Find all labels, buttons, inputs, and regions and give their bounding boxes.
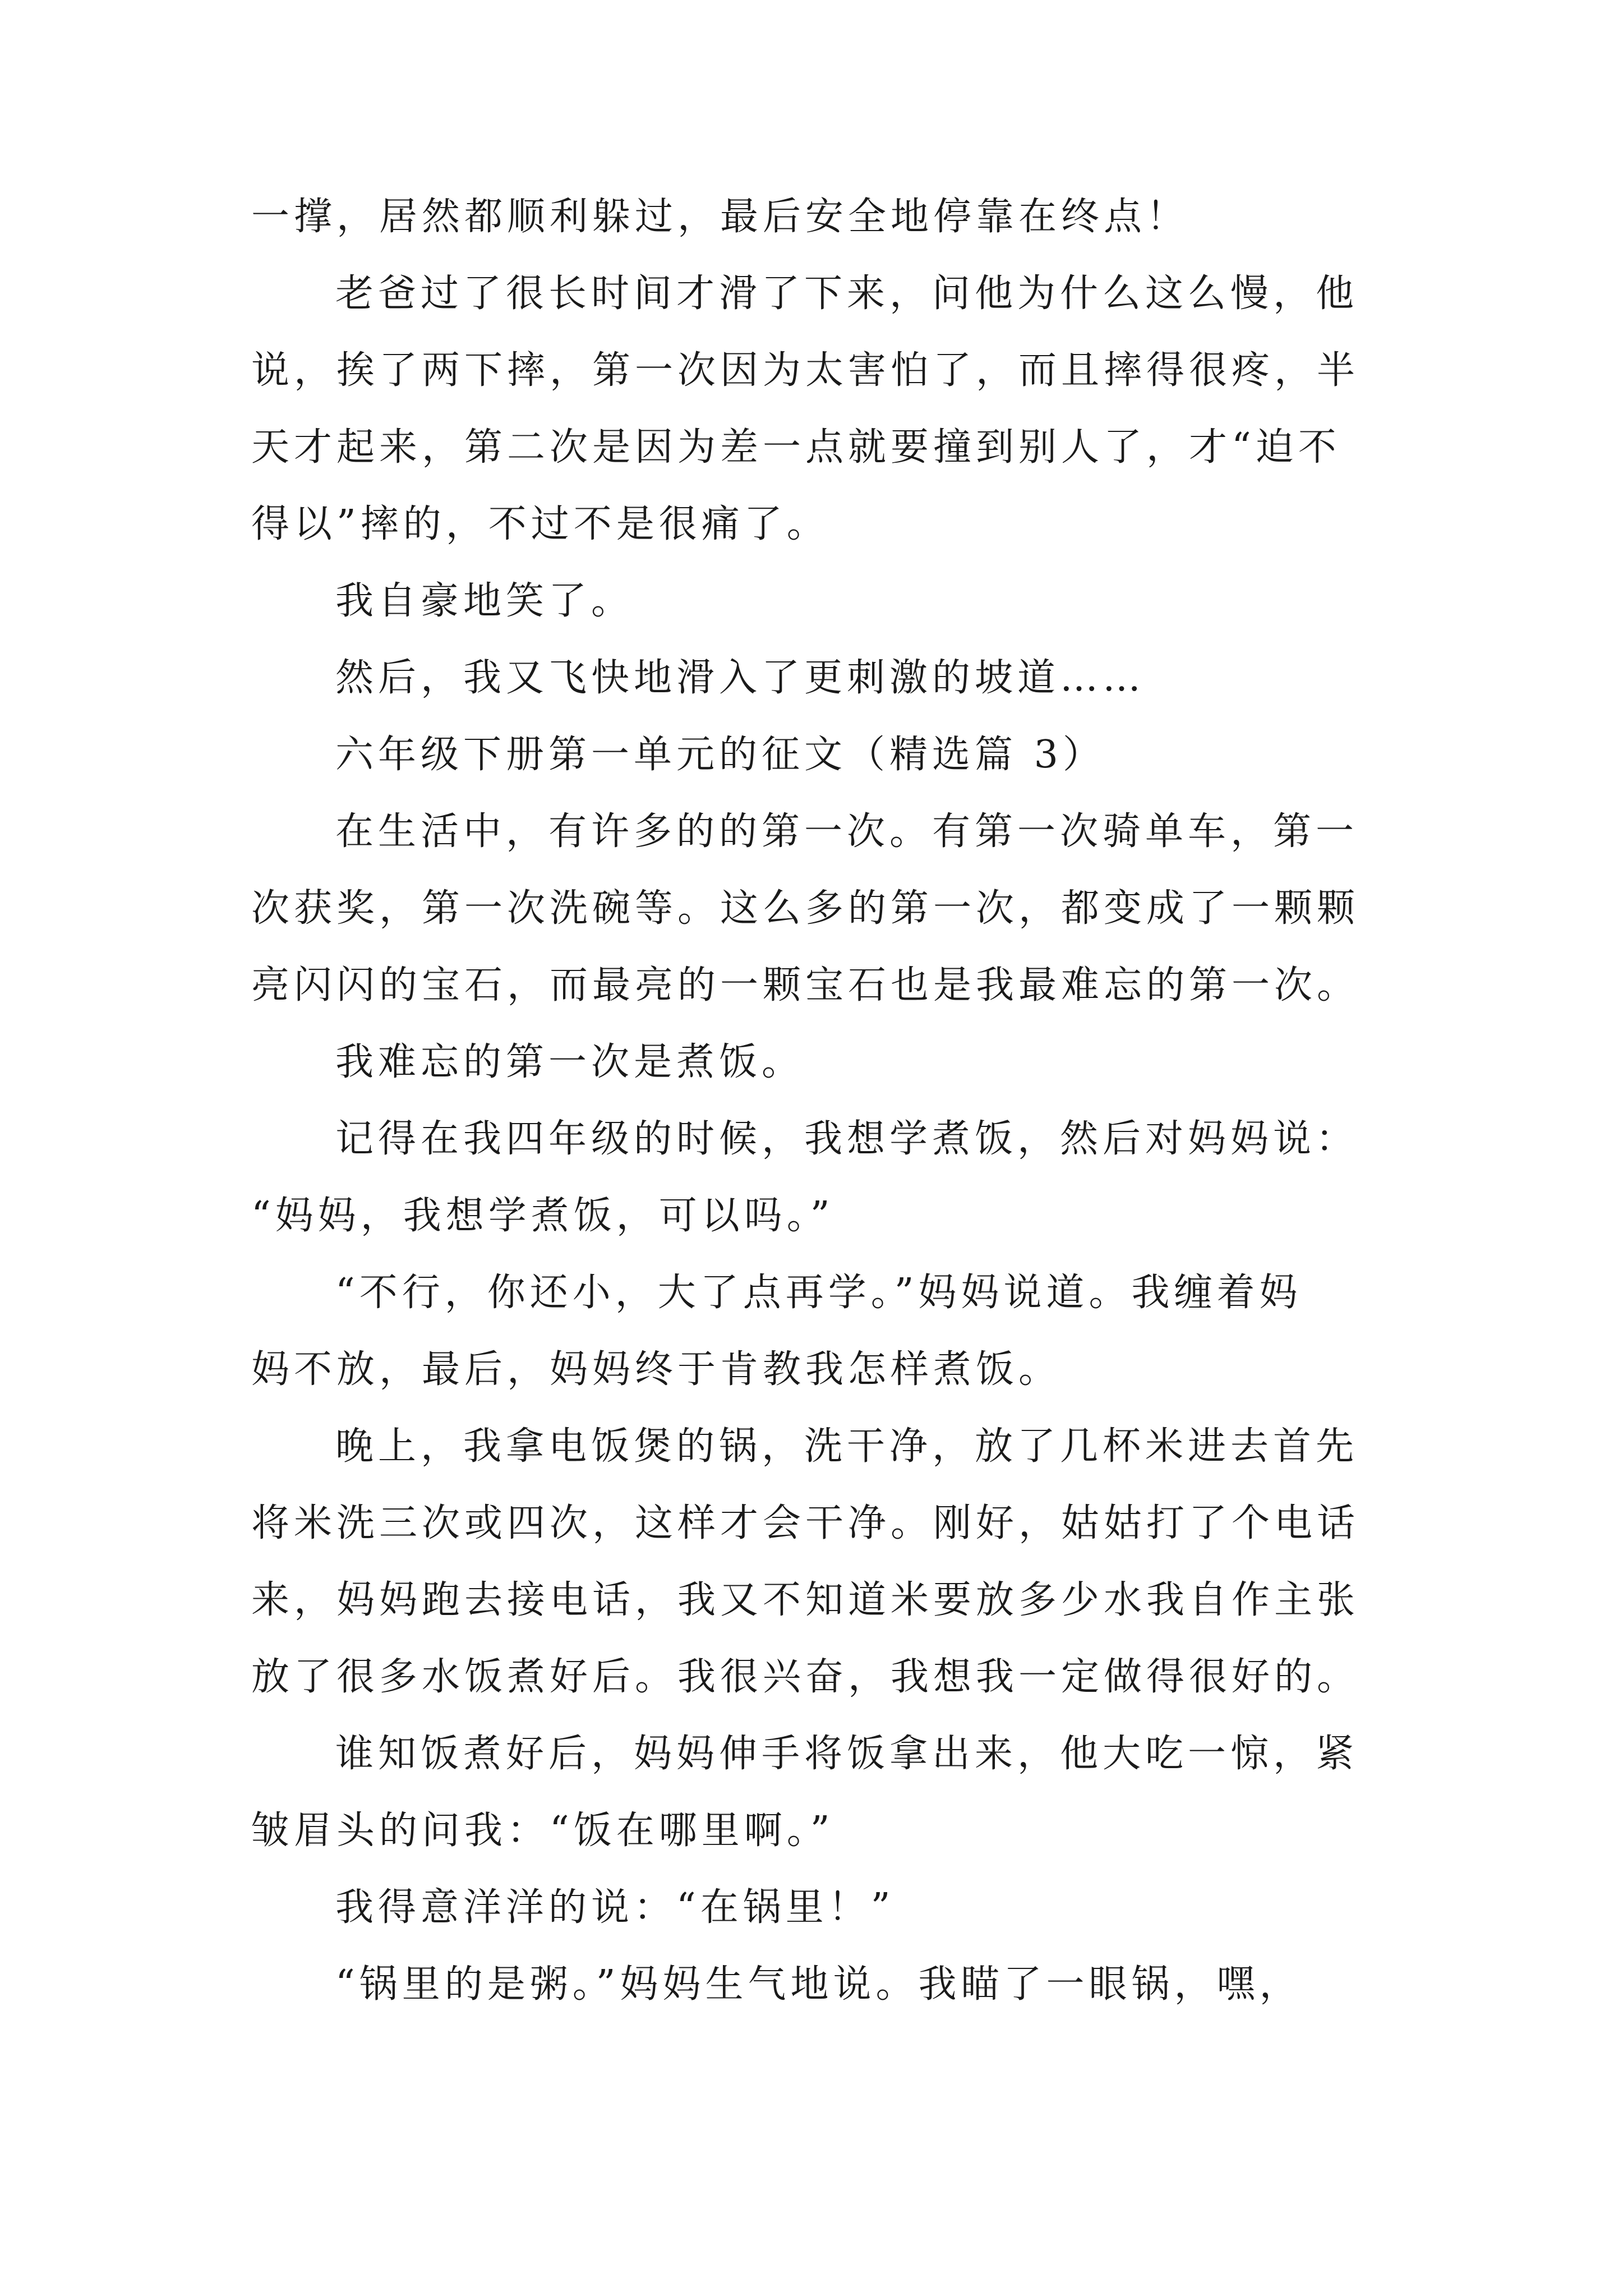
text-line: 一撑，居然都顺利躲过，最后安全地停靠在终点！ <box>251 195 1189 239</box>
text-line: “不行，你还小，大了点再学。”妈妈说道。我缠着妈 <box>335 1271 1302 1315</box>
text-line: 在生活中，有许多的的第一次。有第一次骑单车，第一 <box>335 809 1359 854</box>
text-line: 妈不放，最后，妈妈终于肯教我怎样煮饭。 <box>251 1347 1062 1392</box>
text-line: 得以”摔的，不过不是很痛了。 <box>251 502 829 546</box>
text-line: 然后，我又飞快地滑入了更刺激的坡道…… <box>335 656 1146 700</box>
text-line: 亮闪闪的宝石，而最亮的一颗宝石也是我最难忘的第一次。 <box>251 963 1360 1007</box>
text-line: 说，挨了两下摔，第一次因为太害怕了，而且摔得很疼，半 <box>251 348 1360 393</box>
text-line: 我难忘的第一次是煮饭。 <box>335 1040 805 1084</box>
text-line: 记得在我四年级的时候，我想学煮饭，然后对妈妈说： <box>335 1117 1359 1161</box>
text-line: 我自豪地笑了。 <box>335 579 634 623</box>
text-line: 放了很多水饭煮好后。我很兴奋，我想我一定做得很好的。 <box>251 1655 1360 1699</box>
text-line: 来，妈妈跑去接电话，我又不知道米要放多少水我自作主张 <box>251 1578 1360 1622</box>
text-line: 老爸过了很长时间才滑了下来，问他为什么这么慢，他 <box>335 272 1359 316</box>
text-line: 次获奖，第一次洗碗等。这么多的第一次，都变成了一颗颗 <box>251 886 1360 931</box>
text-line: “妈妈，我想学煮饭，可以吗。” <box>251 1194 834 1238</box>
document-page <box>251 178 1402 2023</box>
text-line: “锅里的是粥。”妈妈生气地说。我瞄了一眼锅，嘿， <box>335 1962 1302 2007</box>
section-heading: 六年级下册第一单元的征文（精选篇 3） <box>335 733 1105 777</box>
text-line: 谁知饭煮好后，妈妈伸手将饭拿出来，他大吃一惊，紧 <box>335 1732 1359 1776</box>
text-line: 天才起来，第二次是因为差一点就要撞到别人了，才“迫不 <box>251 425 1341 470</box>
text-line: 我得意洋洋的说：“在锅里！” <box>335 1885 895 1930</box>
text-line: 皱眉头的问我：“饭在哪里啊。” <box>251 1809 834 1853</box>
text-line: 将米洗三次或四次，这样才会干净。刚好，姑姑打了个电话 <box>251 1501 1360 1545</box>
text-line: 晚上，我拿电饭煲的锅，洗干净，放了几杯米进去首先 <box>335 1424 1359 1469</box>
